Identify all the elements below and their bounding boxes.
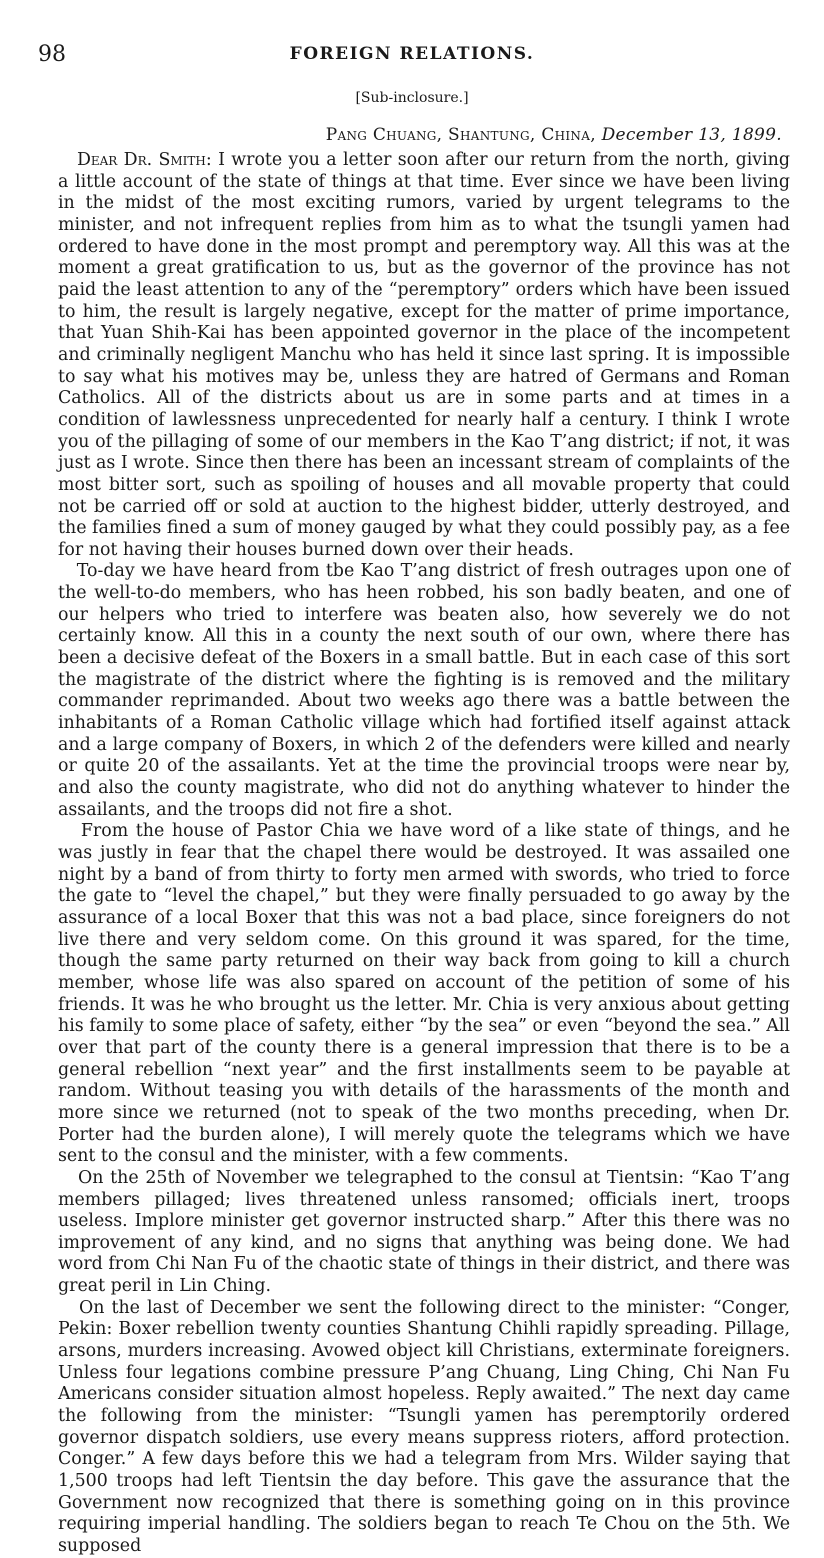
dateline (326, 125, 782, 145)
paragraph-2 (58, 561, 790, 821)
paragraph-3 (58, 821, 790, 1168)
running-head: FOREIGN RELATIONS. (289, 44, 535, 64)
paragraph-1-text: I wrote you a letter soon after our return from the north, giving a little account of the state of things at that time. Ever since we have been living in the midst of the most exciting rumors, varied by urgent telegrams to the minister, and not infrequent replies from him as to what the tsungli yamen had ordered to have done in the most prompt and peremptory way. All this was at the moment a great gratification to us, but as the governor of the province has not paid the least attention to any of the “peremptory” orders which have been issued to him, the result is largely negative, except for the matter of prime importance, that Yuan Shih-Kai has been appointed governor in the place of the incompetent and criminally negligent Manchu who has held it since last spring. It is impossible to say what his motives may be, unless they are hatred of Germans and Roman Catholics. All of the districts about us are in some parts and at times in a condition of lawlessness unprecedented for nearly half a century. I think I wrote you of the pillaging of some of our members in the Kao T’ang district; if not, it was just as I wrote. Since then there has been an incessant stream of complaints of the most bitter sort, such as spoiling of houses and all movable property that could not be carried off or sold at auction to the highest bidder, utterly destroyed, and the families fined a sum of money gauged by what they could possibly pay, as a fee for not having their houses burned down over their heads. (58, 150, 790, 560)
paragraph-4 (58, 1168, 790, 1298)
dateline-date: December 13, 1899. (601, 125, 782, 145)
paragraph-4-text: On the 25th of November we telegraphed to the consul at Tientsin: “Kao T’ang members pillaged; lives threatened unless ransomed; officials inert, troops useless. Implore minister get governor instructed sharp.” After this there was no improvement of any kind, and no signs that anything was being done. We had word from Chi Nan Fu of the chaotic state of things in their district, and there was great peril in Lin Ching. (58, 1167, 790, 1297)
paragraph-5 (58, 1298, 790, 1558)
paragraph-1 (58, 150, 790, 561)
dateline-place: Pang Chuang, Shantung, China, (325, 125, 596, 145)
sub-inclosure-label: [Sub-inclosure.] (355, 90, 469, 106)
letter-body (58, 150, 790, 1558)
salutation: Dear Dr. Smith: (76, 150, 212, 170)
page-number: 98 (38, 42, 66, 67)
page-header (38, 42, 786, 72)
paragraph-3-text: From the house of Pastor Chia we have word of a like state of things, and he was justly in fear that the chapel there would be destroyed. It was assailed one night by a band of from thirty to forty men armed with swords, who tried to force the gate to “level the chapel,” but they were finally persuaded to go away by the assurance of a local Boxer that this was not a bad place, since foreigners do not live there and very seldom come. On this ground it was spared, for the time, though the same party returned on their way back from going to kill a church member, whose life was also spared on account of the petition of some of his friends. It was he who brought us the letter. Mr. Chia is very anxious about getting his family to some place of safety, either “by the sea” or even “beyond the sea.” All over that part of the county there is a general impression that there is to be a general rebellion “next year” and the first installments seem to be payable at random. Without teasing you with details of the harassments of the month and more since we returned (not to speak of the two months preceding, when Dr. Porter had the burden alone), I will merely quote the telegrams which we have sent to the consul and the minister, with a few comments. (58, 821, 790, 1167)
paragraph-5-text: On the last of December we sent the following direct to the minister: “Conger, Pekin: Boxer rebellion twenty counties Shantung Chihli rapidly spreading. Pillage, arsons, murders increasing. Avowed object kill Christians, exterminate foreigners. Unless four legations combine pressure P’ang Chuang, Ling Ching, Chi Nan Fu Americans consider situation almost hopeless. Reply awaited.” The next day came the following from the minister: “Tsungli yamen has peremptorily ordered governor dispatch soldiers, use every means suppress rioters, afford protection. Conger.” A few days before this we had a telegram from Mrs. Wilder saying that 1,500 troops had left Tientsin the day before. This gave the assurance that the Government now recognized that there is something going on in this province requiring imperial handling. The soldiers began to reach Te Chou on the 5th. We supposed (58, 1297, 790, 1556)
paragraph-2-text: To-day we have heard from tbe Kao T’ang district of fresh outrages upon one of the well-to-do members, who has heen robbed, his son badly beaten, and one of our helpers who tried to interfere was beaten also, how severely we do not certainly know. All this in a county the next south of our own, where there has been a decisive defeat of the Boxers in a small battle. But in each case of this sort the magistrate of the district where the fighting is is removed and the military commander reprimanded. About two weeks ago there was a battle between the inhabitants of a Roman Catholic village which had fortified itself against attack and a large company of Boxers, in which 2 of the defenders were killed and nearly or quite 20 of the assailants. Yet at the time the provincial troops were near by, and also the county magistrate, who did not do anything whatever to hinder the assailants, and the troops did not fire a shot. (58, 561, 790, 820)
